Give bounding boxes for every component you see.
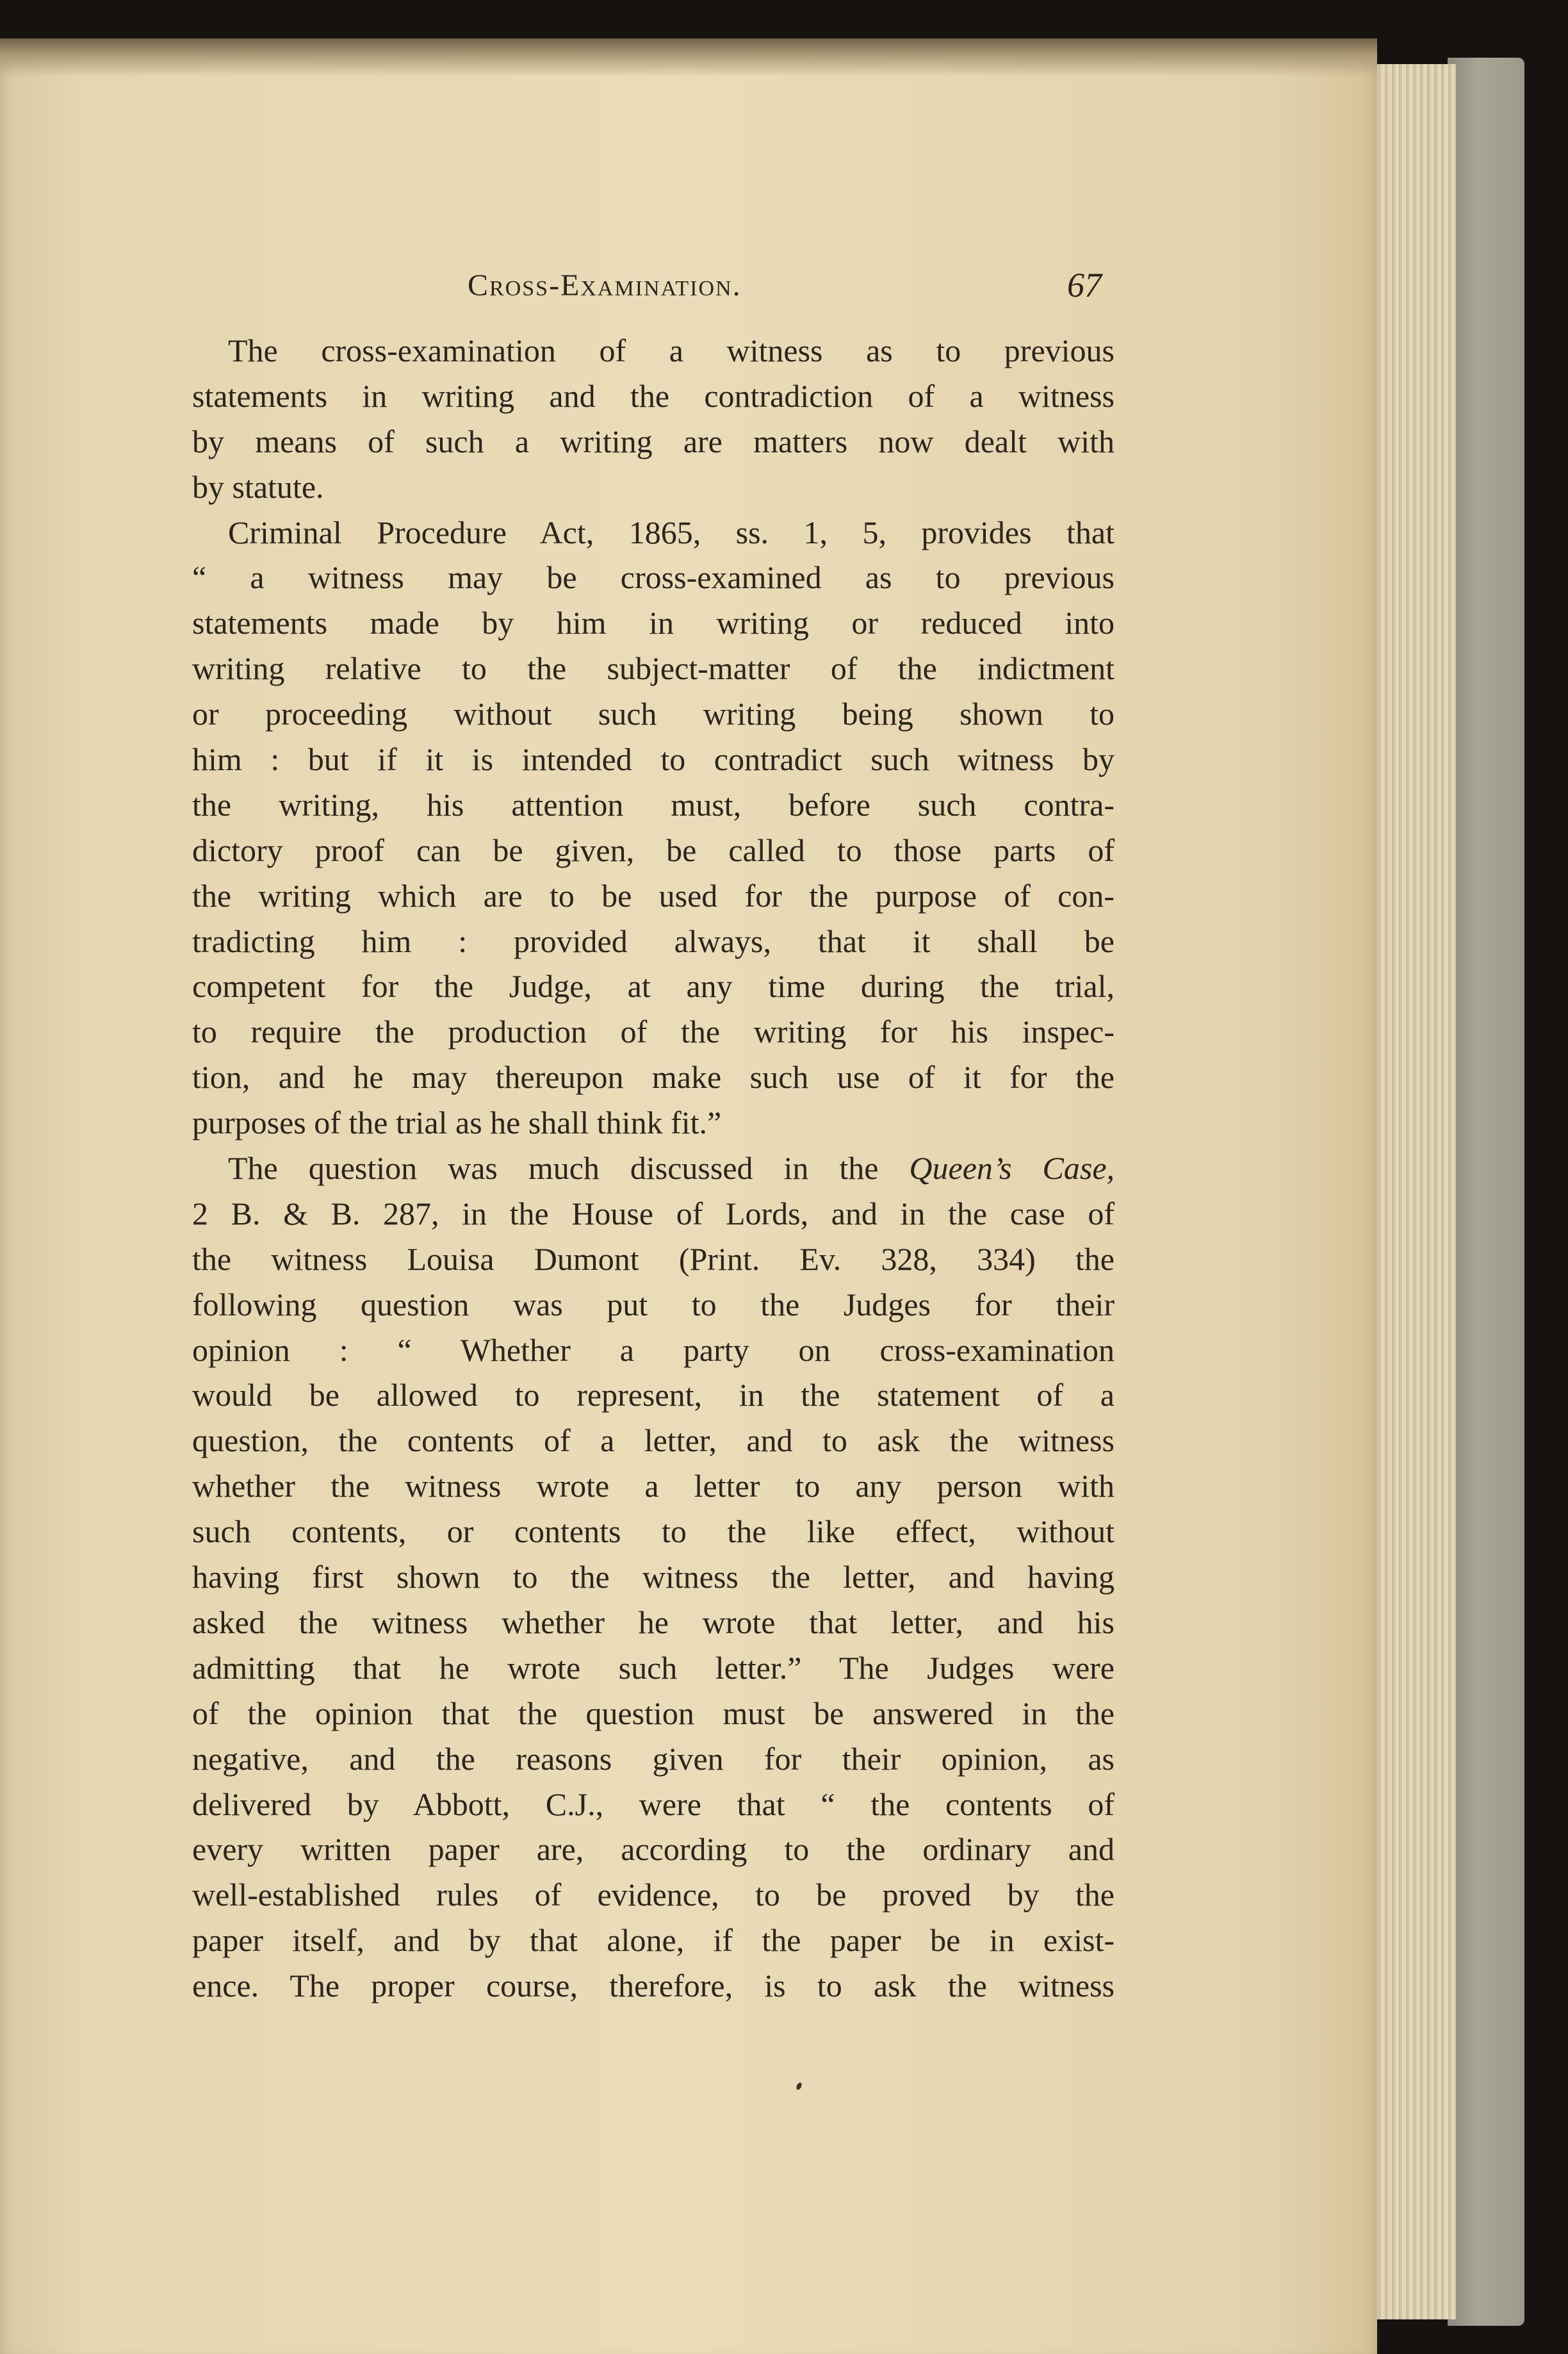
text-line: every written paper are, according to the ordinary and <box>192 1831 1115 1868</box>
text-line: admitting that he wrote such letter.” The Judges were <box>192 1649 1115 1686</box>
text-line: dictory proof can be given, be called to those parts of <box>192 832 1115 868</box>
running-head: Cross-Examination. <box>468 268 742 302</box>
text-line: by statute. <box>192 468 324 505</box>
text-line: of the opinion that the question must be answered in the <box>192 1695 1115 1731</box>
text-line: 2 B. & B. 287, in the House of Lords, and in the case of <box>192 1195 1115 1231</box>
text-line: statements in writing and the contradiction of a witness <box>192 377 1115 414</box>
paragraph-1 <box>192 328 1115 510</box>
text-line: well-established rules of evidence, to be proved by the <box>192 1877 1115 1913</box>
text-line: having first shown to the witness the letter, and having <box>192 1559 1115 1595</box>
text-line: The cross-examination of a witness as to previous <box>228 333 1115 368</box>
text-line: tradicting him : provided always, that it shall be <box>192 923 1115 959</box>
text-line: “ a witness may be cross-examined as to previous <box>192 559 1115 596</box>
text-line: asked the witness whether he wrote that letter, and his <box>192 1604 1115 1640</box>
text-line: writing relative to the subject-matter of the indictment <box>192 650 1115 687</box>
text-line: whether the witness wrote a letter to any person with <box>192 1468 1115 1504</box>
text-line: by means of such a writing are matters now dealt with <box>192 423 1115 459</box>
text-line <box>192 1146 1115 1191</box>
text-line: opinion : “ Whether a party on cross-examination <box>192 1331 1115 1368</box>
text-line: question, the contents of a letter, and to ask the witness <box>192 1422 1115 1459</box>
text-fragment: The question was much discussed in the <box>228 1150 879 1187</box>
text-line: him : but if it is intended to contradict such witness by <box>192 741 1115 778</box>
book-cover-edge <box>1448 58 1524 2326</box>
page-top-shadow <box>0 38 1377 77</box>
text-line: delivered by Abbott, C.J., were that “ the contents of <box>192 1786 1115 1822</box>
body-text <box>192 328 1115 2009</box>
text-line: the writing, his attention must, before such contra- <box>192 786 1115 823</box>
text-line: such contents, or contents to the like effect, without <box>192 1513 1115 1550</box>
text-line: the writing which are to be used for the purpose of con- <box>192 877 1115 914</box>
text-line: would be allowed to represent, in the statement of a <box>192 1377 1115 1413</box>
text-line: purposes of the trial as he shall think fit.” <box>192 1105 722 1141</box>
page-number: 67 <box>1067 266 1102 304</box>
text-line: Criminal Procedure Act, 1865, ss. 1, 5, provides that <box>228 514 1115 550</box>
text-line: or proceeding without such writing being shown to <box>192 696 1115 732</box>
text-line: the witness Louisa Dumont (Print. Ev. 328, 334) the <box>192 1240 1115 1277</box>
text-line: tion, and he may thereupon make such use of it for the <box>192 1059 1115 1096</box>
text-line: negative, and the reasons given for their opinion, as <box>192 1740 1115 1777</box>
paragraph-2 <box>192 510 1115 1146</box>
text-line: ence. The proper course, therefore, is to ask the witness <box>192 1968 1115 2004</box>
text-line: to require the production of the writing for his inspec- <box>192 1014 1115 1050</box>
page-header <box>192 268 1115 313</box>
paragraph-3 <box>192 1146 1115 2009</box>
case-citation: Queen’s Case, <box>909 1150 1115 1187</box>
text-line: statements made by him in writing or reduced into <box>192 605 1115 641</box>
text-line: competent for the Judge, at any time during the trial, <box>192 968 1115 1005</box>
text-line: following question was put to the Judges for their <box>192 1286 1115 1322</box>
text-line: paper itself, and by that alone, if the paper be in exist- <box>192 1922 1115 1959</box>
